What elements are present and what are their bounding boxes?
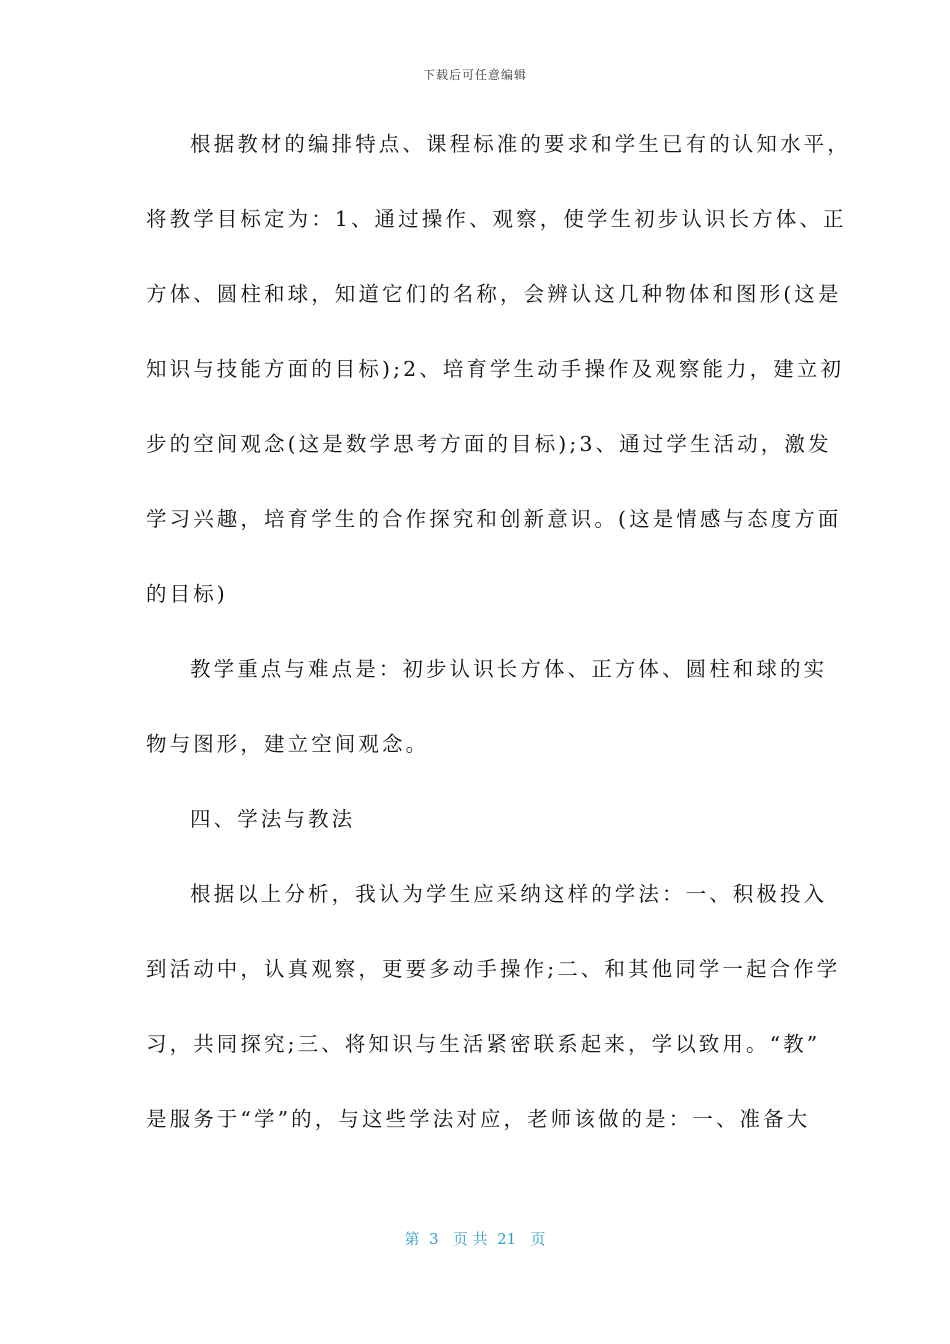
paragraph-line: 是服务于“学”的，与这些学法对应，老师该做的是：一、准备大 [146, 1107, 811, 1131]
paragraph-line: 根据以上分析，我认为学生应采纳这样的学法：一、积极投入 [190, 882, 828, 906]
page-footer: 第 3 页 共 21 页 [404, 1230, 546, 1248]
paragraph-line: 的目标) [146, 582, 228, 606]
paragraph-line: 方体、圆柱和球，知道它们的名称，会辨认这几种物体和图形(这是 [146, 282, 842, 306]
paragraph-line: 知识与技能方面的目标);2、培育学生动手操作及观察能力，建立初 [146, 357, 845, 381]
document-body [146, 124, 851, 1174]
paragraph-line: 教学重点与难点是：初步认识长方体、正方体、圆柱和球的实 [190, 657, 828, 681]
paragraph-line: 将教学目标定为：1、通过操作、观察，使学生初步认识长方体、正 [146, 207, 847, 231]
page-header: 下载后可任意编辑 [422, 68, 527, 82]
paragraph-line: 习，共同探究;三、将知识与生活紧密联系起来，学以致用。“教” [146, 1032, 821, 1056]
paragraph-line: 步的空间观念(这是数学思考方面的目标);3、通过学生活动，激发 [146, 432, 832, 456]
paragraph-line: 学习兴趣，培育学生的合作探究和创新意识。(这是情感与态度方面 [146, 507, 842, 531]
paragraph-line: 到活动中，认真观察，更要多动手操作;二、和其他同学一起合作学 [146, 957, 841, 981]
paragraph-line: 物与图形，建立空间观念。 [146, 732, 430, 756]
section-heading: 四、学法与教法 [190, 807, 356, 831]
paragraph-line: 根据教材的编排特点、课程标准的要求和学生已有的认知水平， [190, 132, 851, 156]
